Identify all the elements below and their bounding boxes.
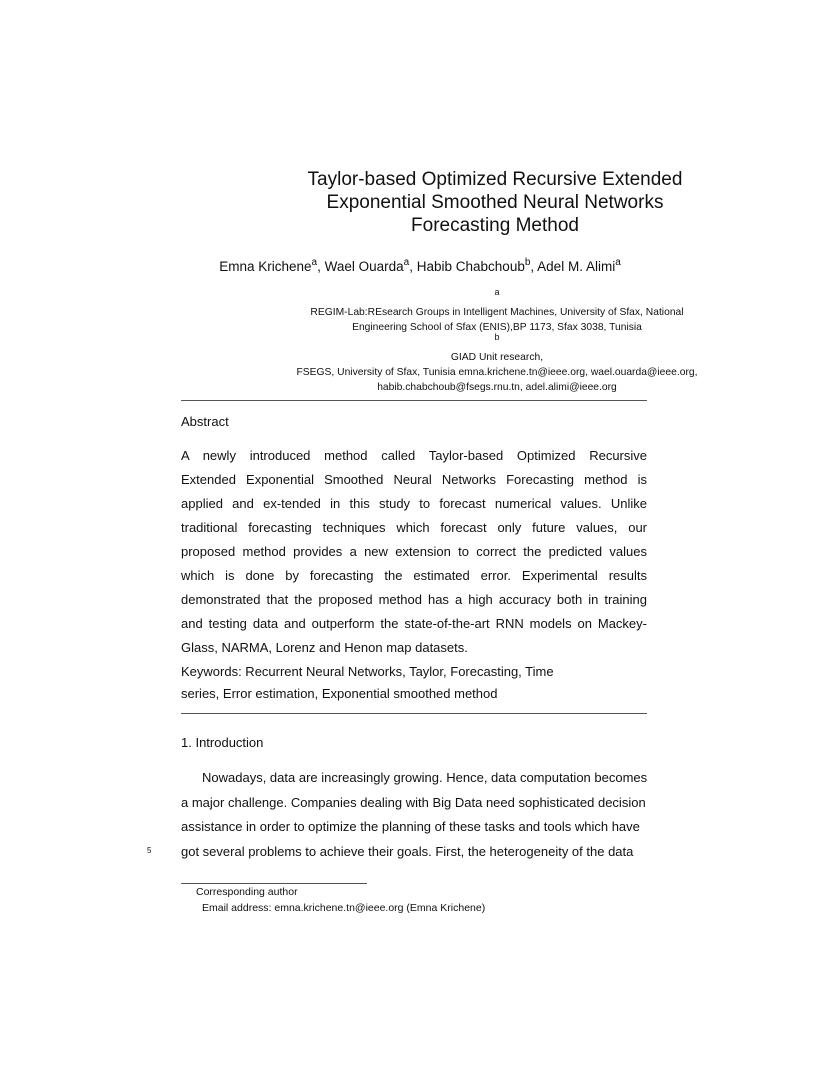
author-affil-mark: a <box>311 257 318 268</box>
author-affil-mark: b <box>524 257 531 268</box>
line-number: 5 <box>147 846 152 855</box>
intro-line: got several problems to achieve their goals. First, the heterogeneity of the data <box>181 843 634 859</box>
abstract-line: and testing data and outperform the state-of-the-art RNN models on Mackey- <box>181 616 647 631</box>
intro-line: a major challenge. Companies dealing with Big Data need sophisticated decision <box>181 794 646 810</box>
author-name: Emna Krichene <box>219 259 312 274</box>
abstract-line: proposed method provides a new extension to correct the predicted values <box>181 544 647 559</box>
introduction-heading: 1. Introduction <box>181 735 264 750</box>
author-separator: , <box>409 259 417 274</box>
affiliation-line: habib.chabchoub@fsegs.rnu.tn, adel.alimi@ieee.org <box>377 382 617 393</box>
affiliation-text: Engineering School of Sfax (ENIS),BP 1173, Sfax 3038, Tunisia <box>352 322 642 333</box>
affiliation-line <box>262 287 732 320</box>
abstract-body <box>181 444 647 660</box>
footnote-email: Email address: emna.krichene.tn@ieee.org (Emna Krichene) <box>202 902 486 914</box>
abstract-line: which is done by forecasting the estimated error. Experimental results <box>181 568 647 583</box>
affil-mark-b: b <box>494 332 500 342</box>
abstract-heading: Abstract <box>181 414 229 429</box>
introduction-body <box>181 766 651 864</box>
author-name: Habib Chabchoub <box>416 259 525 274</box>
abstract-bottom-rule <box>181 713 647 714</box>
author-affil-mark: a <box>403 257 410 268</box>
author-separator: , <box>317 259 325 274</box>
keywords-line: Keywords: Recurrent Neural Networks, Taylor, Forecasting, Time <box>181 664 554 679</box>
author-name: Adel M. Alimi <box>537 259 616 274</box>
author-affil-mark: a <box>615 257 621 268</box>
abstract-top-rule <box>181 400 647 401</box>
author-list <box>160 258 680 276</box>
title-line: Exponential Smoothed Neural Networks <box>326 192 664 213</box>
title-line: Forecasting Method <box>411 215 579 236</box>
affil-mark-a: a <box>494 287 500 297</box>
abstract-line: Extended Exponential Smoothed Neural Networks Forecasting method is <box>181 472 647 487</box>
affiliation-line <box>262 320 732 365</box>
footnote-corresponding: Corresponding author <box>196 886 298 898</box>
affiliation-text: REGIM-Lab:REsearch Groups in Intelligent Machines, University of Sfax, National <box>310 307 684 318</box>
abstract-line: traditional forecasting techniques which forecast only future values, our <box>181 520 647 535</box>
title-line: Taylor-based Optimized Recursive Extended <box>307 169 683 190</box>
affiliation-line: FSEGS, University of Sfax, Tunisia emna.krichene.tn@ieee.org, wael.ouarda@ieee.org, <box>296 367 698 378</box>
affiliation-text: GIAD Unit research, <box>450 352 544 363</box>
intro-line: assistance in order to optimize the planning of these tasks and tools which have <box>181 819 640 834</box>
intro-line: Nowadays, data are increasingly growing. Hence, data computation becomes <box>202 770 648 785</box>
abstract-line: Glass, NARMA, Lorenz and Henon map datasets. <box>181 640 468 655</box>
paper-title <box>240 168 750 237</box>
abstract-line: demonstrated that the proposed method has a high accuracy both in training <box>181 592 647 607</box>
abstract-line: applied and ex-tended in this study to forecast numerical values. Unlike <box>181 496 647 511</box>
affiliations <box>262 287 732 395</box>
abstract-line: A newly introduced method called Taylor-based Optimized Recursive <box>181 448 647 463</box>
keywords-line: series, Error estimation, Exponential smoothed method <box>181 686 498 701</box>
author-separator: , <box>530 259 538 274</box>
footnote-rule <box>181 883 367 884</box>
author-name: Wael Ouarda <box>324 259 404 274</box>
keywords <box>181 661 647 705</box>
